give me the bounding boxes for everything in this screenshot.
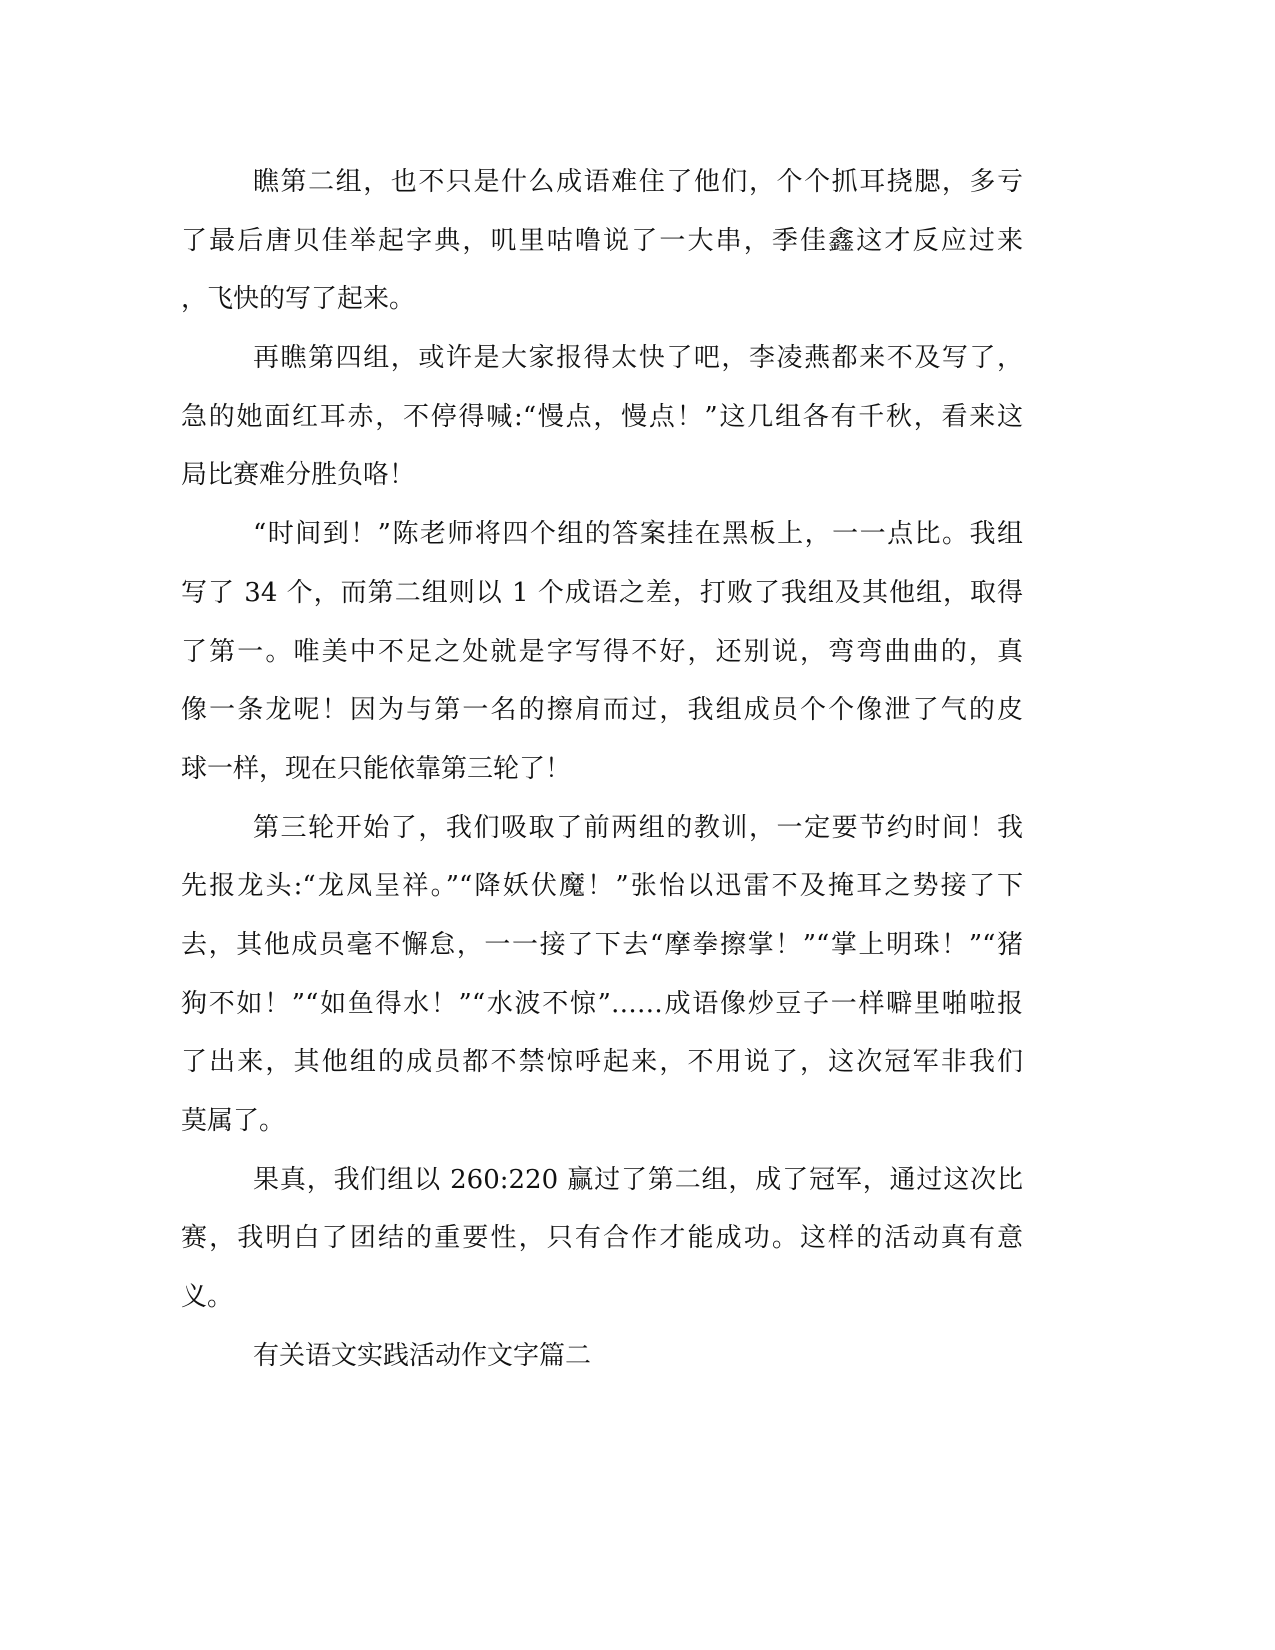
- paragraph: [181, 161, 1023, 337]
- text-line: 去，其他成员毫不懈怠，一一接了下去“摩拳擦掌！”“掌上明珠！”“猪: [181, 929, 1023, 960]
- paragraph: [181, 337, 1023, 513]
- text-line: 再瞧第四组，或许是大家报得太快了吧，李凌燕都来不及写了，: [253, 343, 1023, 374]
- section-heading: [181, 1335, 1023, 1394]
- text-line: 狗不如！”“如鱼得水！”“水波不惊”……成语像炒豆子一样噼里啪啦报: [181, 988, 1023, 1019]
- text-line: 赛，我明白了团结的重要性，只有合作才能成功。这样的活动真有意: [181, 1223, 1023, 1254]
- text-line: 急的她面红耳赤，不停得喊:“慢点，慢点！”这几组各有千秋，看来这: [181, 401, 1023, 432]
- text-line: 莫属了。: [181, 1106, 286, 1136]
- paragraph: [181, 1159, 1023, 1335]
- paragraph: [181, 807, 1023, 1159]
- text-line: 球一样，现在只能依靠第三轮了！: [181, 753, 572, 784]
- text-line: “时间到！”陈老师将四个组的答案挂在黑板上，一一点比。我组: [253, 519, 1023, 550]
- document-page: [181, 161, 1023, 1393]
- text-line: 局比赛难分胜负咯！: [181, 460, 416, 491]
- paragraph: [181, 513, 1023, 806]
- text-line: 先报龙头:“龙凤呈祥。”“降妖伏魔！”张怡以迅雷不及掩耳之势接了下: [181, 871, 1023, 902]
- text-line: 了出来，其他组的成员都不禁惊呼起来，不用说了，这次冠军非我们: [181, 1047, 1023, 1078]
- text-line: 瞧第二组，也不只是什么成语难住了他们，个个抓耳挠腮，多亏: [253, 167, 1023, 197]
- text-line: 果真，我们组以 260:220 赢过了第二组，成了冠军，通过这次比: [253, 1164, 1023, 1195]
- text-line: 有关语文实践活动作文字篇二: [253, 1340, 592, 1371]
- text-line: ，飞快的写了起来。: [181, 284, 416, 315]
- text-line: 写了 34 个，而第二组则以 1 个成语之差，打败了我组及其他组，取得: [181, 577, 1023, 608]
- text-line: 像一条龙呢！因为与第一名的擦肩而过，我组成员个个像泄了气的皮: [181, 695, 1023, 726]
- text-line: 第三轮开始了，我们吸取了前两组的教训，一定要节约时间！我: [253, 812, 1023, 843]
- text-line: 了最后唐贝佳举起字典，叽里咕噜说了一大串，季佳鑫这才反应过来: [181, 225, 1023, 256]
- text-line: 了第一。唯美中不足之处就是字写得不好，还别说，弯弯曲曲的，真: [181, 636, 1023, 667]
- text-line: 义。: [181, 1282, 234, 1313]
